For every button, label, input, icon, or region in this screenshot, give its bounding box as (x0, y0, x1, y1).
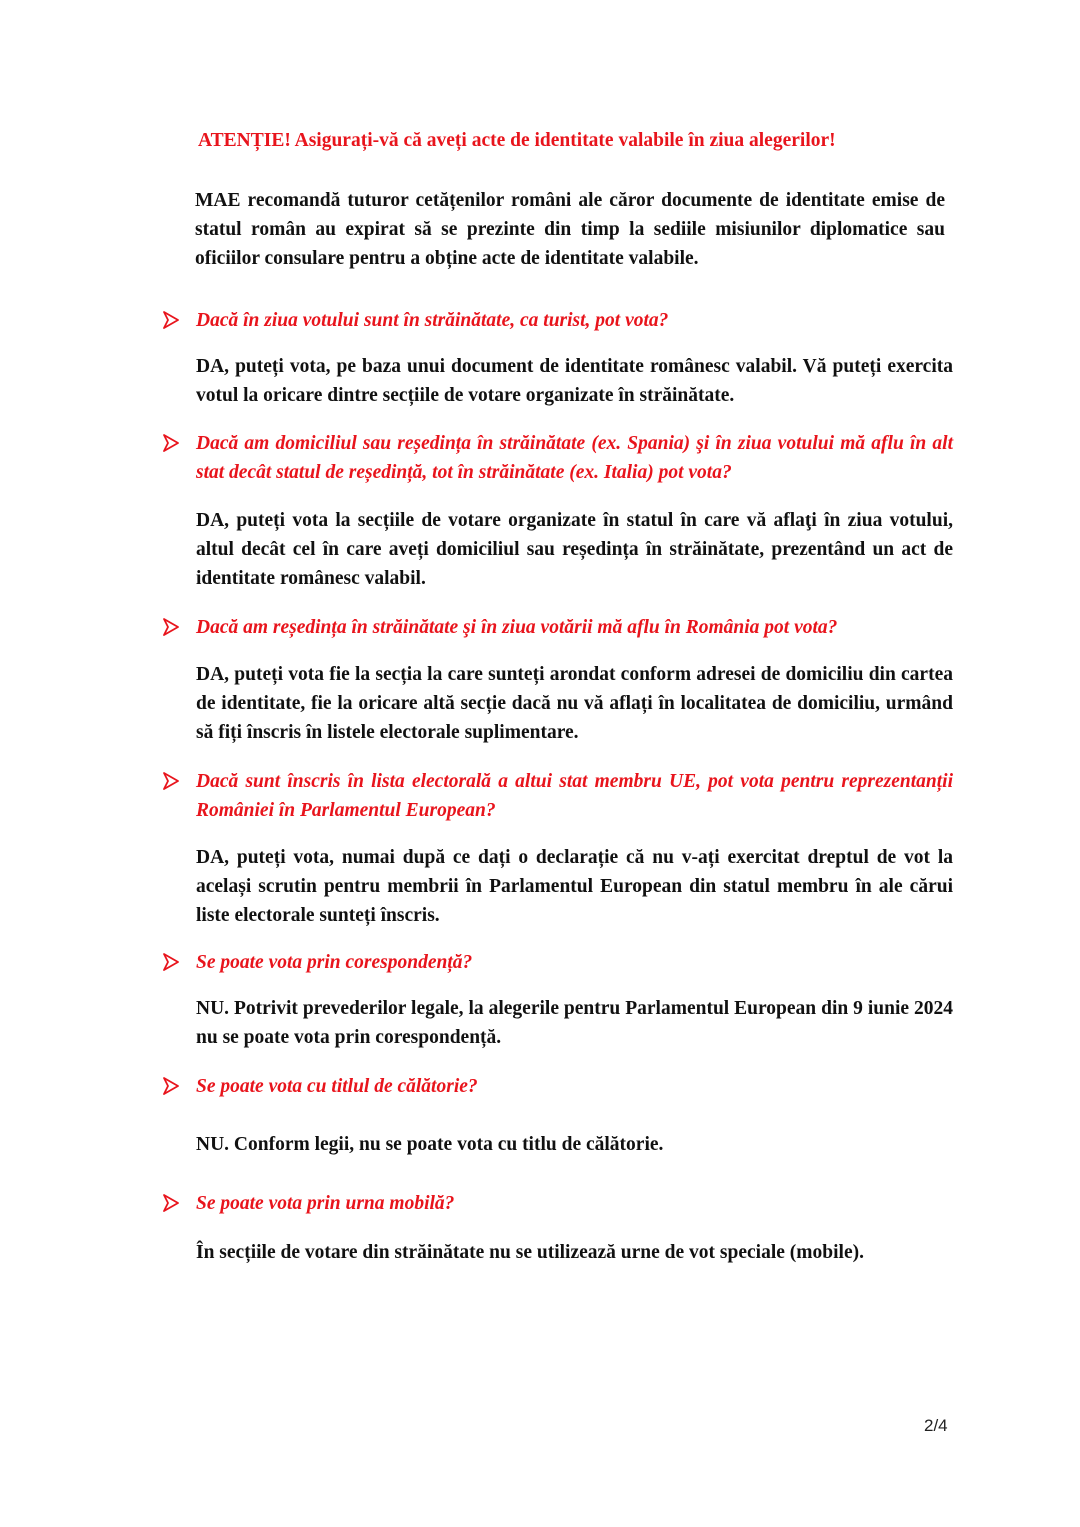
question-text: Dacă am domiciliul sau reședința în străinătate (ex. Spania) şi în ziua votului mă aflu în alt stat decât statul de reședință, tot în străinătate (ex. Italia) pot vota? (196, 433, 953, 483)
answer-text: DA, puteți vota fie la secția la care sunteți arondat conform adresei de domiciliu din cartea de identitate, fie la oricare altă secție dacă nu vă aflați în localitatea de domiciliu, urmând să fiți înscris în listele electorale suplimentare. (196, 664, 953, 743)
arrowhead-bullet-icon (163, 311, 179, 329)
faq-item (0, 613, 1080, 743)
question-text: Dacă în ziua votului sunt în străinătate, ca turist, pot vota? (196, 310, 669, 331)
answer-text: DA, puteți vota, numai după ce dați o declarație că nu v-ați exercitat dreptul de vot la același scrutin pentru membrii în Parlamentul European din statul membru în ale cărui liste electorale sunteți înscris. (196, 847, 953, 926)
answer-text: NU. Conform legii, nu se poate vota cu titlu de călătorie. (196, 1134, 664, 1155)
page-number: 2/4 (924, 1416, 948, 1435)
question-text: Se poate vota prin corespondență? (196, 952, 473, 973)
attention-notice: ATENȚIE! Asigurați-vă că aveți acte de identitate valabile în ziua alegerilor! (198, 130, 836, 151)
question-row (0, 429, 1080, 487)
answer-text: DA, puteți vota la secțiile de votare organizate în statul în care vă aflaţi în ziua votului, altul decât cel în care aveți domiciliul sau reședința în străinătate, prezentând un act de identitate românesc valabil. (196, 510, 953, 589)
question-row (0, 1072, 1080, 1101)
faq-item (0, 1072, 1080, 1155)
arrowhead-bullet-icon (163, 618, 179, 636)
faq-item (0, 429, 1080, 589)
answer-text: În secțiile de votare din străinătate nu se utilizează urne de vot speciale (mobile). (196, 1242, 864, 1263)
arrowhead-bullet-icon (163, 772, 179, 790)
question-text: Dacă am reședința în străinătate şi în ziua votării mă aflu în România pot vota? (196, 617, 838, 638)
faq-item (0, 1189, 1080, 1263)
question-text: Se poate vota prin urna mobilă? (196, 1193, 455, 1214)
question-row (0, 948, 1080, 977)
question-row (0, 613, 1080, 642)
question-row (0, 767, 1080, 825)
arrowhead-bullet-icon (163, 1194, 179, 1212)
answer-text: NU. Potrivit prevederilor legale, la alegerile pentru Parlamentul European din 9 iunie 2024 nu se poate vota prin corespondență. (196, 998, 953, 1048)
question-text: Dacă sunt înscris în lista electorală a altui stat membru UE, pot vota pentru reprezentanții României în Parlamentul European? (196, 771, 953, 821)
arrowhead-bullet-icon (163, 1077, 179, 1095)
faq-item (0, 767, 1080, 926)
question-row (0, 1189, 1080, 1218)
intro-paragraph: MAE recomandă tuturor cetățenilor români ale căror documente de identitate emise de statul român au expirat să se prezinte din timp la sediile misiunilor diplomatice sau oficiilor consulare pentru a obține acte de identitate valabile. (195, 190, 945, 269)
answer-text: DA, puteți vota, pe baza unui document de identitate românesc valabil. Vă puteți exercita votul la oricare dintre secțiile de votare organizate în străinătate. (196, 356, 953, 406)
faq-item (0, 306, 1080, 406)
question-row (0, 306, 1080, 335)
question-text: Se poate vota cu titlul de călătorie? (196, 1076, 478, 1097)
arrowhead-bullet-icon (163, 953, 179, 971)
arrowhead-bullet-icon (163, 434, 179, 452)
faq-item (0, 948, 1080, 1048)
